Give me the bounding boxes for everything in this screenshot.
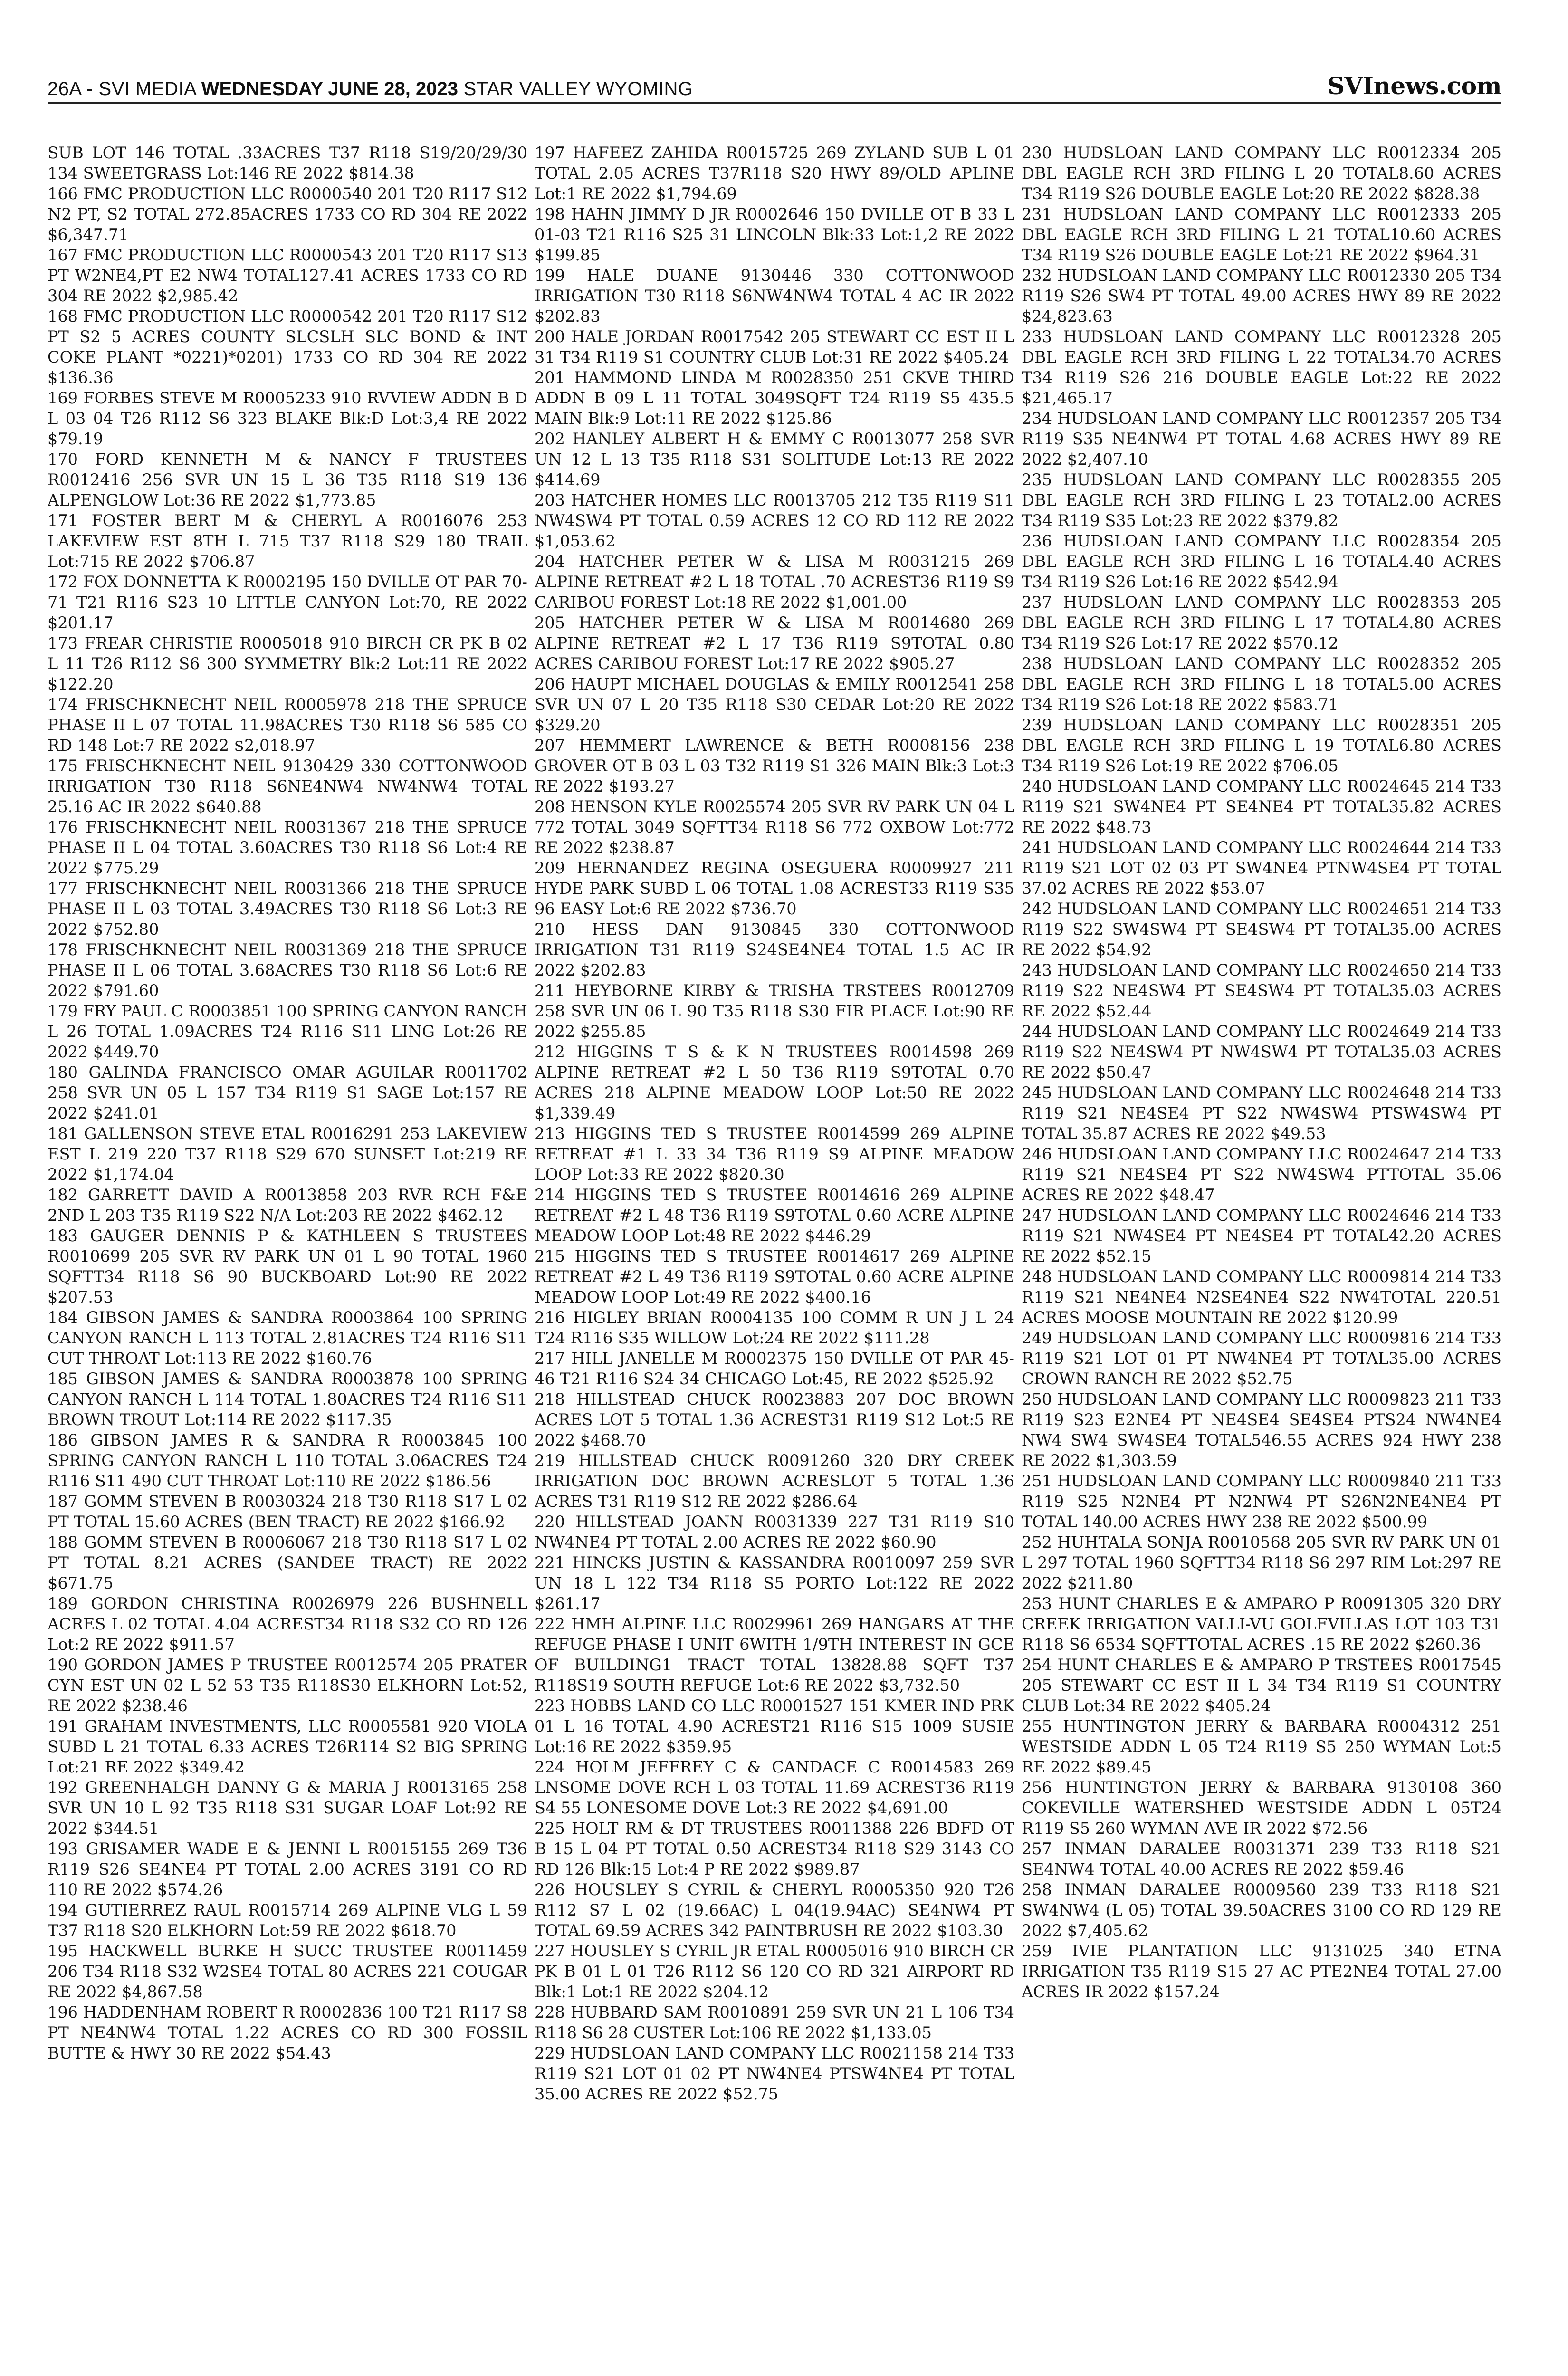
tax-listing-entry: 166 FMC PRODUCTION LLC R0000540 201 T20 R117 S12 N2 PT, S2 TOTAL 272.85ACRES 1733 CO RD 304 RE 2022 $6,347.71 [48,184,527,244]
tax-listing-entry: 229 HUDSLOAN LAND COMPANY LLC R0021158 214 T33 R119 S21 LOT 01 02 PT NW4NE4 PTSW4NE4 PT TOTAL 35.00 ACRES RE 2022 $52.75 [535,2044,1014,2103]
legal-notice-columns [48,143,1501,2376]
tax-listing-entry: 249 HUDSLOAN LAND COMPANY LLC R0009816 214 T33 R119 S21 LOT 01 PT NW4NE4 PT TOTAL35.00 ACRES CROWN RANCH RE 2022 $52.75 [1022,1329,1501,1388]
tax-listing-entry: 204 HATCHER PETER W & LISA M R0031215 269 ALPINE RETREAT #2 L 18 TOTAL .70 ACREST36 R119 S9 CARIBOU FOREST Lot:18 RE 2022 $1,001.00 [535,552,1014,612]
tax-listing-entry: 254 HUNT CHARLES E & AMPARO P TRSTEES R0017545 205 STEWART CC EST II L 34 T34 R119 S1 COUNTRY CLUB Lot:34 RE 2022 $405.24 [1022,1656,1501,1715]
tax-listing-entry: 220 HILLSTEAD JOANN R0031339 227 T31 R119 S10 NW4NE4 PT TOTAL 2.00 ACRES RE 2022 $60.90 [535,1513,1014,1552]
tax-listing-entry: 240 HUDSLOAN LAND COMPANY LLC R0024645 214 T33 R119 S21 SW4NE4 PT SE4NE4 PT TOTAL35.82 ACRES RE 2022 $48.73 [1022,777,1501,836]
tax-listing-entry: 201 HAMMOND LINDA M R0028350 251 CKVE THIRD ADDN B 09 L 11 TOTAL 3049SQFT T24 R119 S5 435.5 MAIN Blk:9 Lot:11 RE 2022 $125.86 [535,368,1014,428]
tax-listing-entry: 257 INMAN DARALEE R0031371 239 T33 R118 S21 SE4NW4 TOTAL 40.00 ACRES RE 2022 $59.46 [1022,1839,1501,1878]
tax-listing-entry: 221 HINCKS JUSTIN & KASSANDRA R0010097 259 SVR UN 18 L 122 T34 R118 S5 PORTO Lot:122 RE 2022 $261.17 [535,1553,1014,1613]
tax-listing-entry: 216 HIGLEY BRIAN R0004135 100 COMM R UN J L 24 T24 R116 S35 WILLOW Lot:24 RE 2022 $111.28 [535,1308,1014,1347]
tax-listing-entry: 187 GOMM STEVEN B R0030324 218 T30 R118 S17 L 02 PT TOTAL 15.60 ACRES (BEN TRACT) RE 2022 $166.92 [48,1492,527,1531]
tax-listing-entry: 169 FORBES STEVE M R0005233 910 RVVIEW ADDN B D L 03 04 T26 R112 S6 323 BLAKE Blk:D Lot:3,4 RE 2022 $79.19 [48,389,527,448]
tax-listing-entry: 186 GIBSON JAMES R & SANDRA R R0003845 100 SPRING CANYON RANCH L 110 TOTAL 3.06ACRES T24 R116 S11 490 CUT THROAT Lot:110 RE 2022 $186.56 [48,1431,527,1490]
tax-listing-entry: 193 GRISAMER WADE E & JENNI L R0015155 269 T36 R119 S26 SE4NE4 PT TOTAL 2.00 ACRES 3191 CO RD 110 RE 2022 $574.26 [48,1839,527,1899]
tax-listing-entry: 248 HUDSLOAN LAND COMPANY LLC R0009814 214 T33 R119 S21 NE4NE4 N2SE4NE4 S22 NW4TOTAL 220.51 ACRES MOOSE MOUNTAIN RE 2022 $120.99 [1022,1267,1501,1327]
tax-listing-entry: 253 HUNT CHARLES E & AMPARO P R0091305 320 DRY CREEK IRRIGATION VALLI-VU GOLFVILLAS LOT 103 T31 R118 S6 6534 SQFTTOTAL ACRES .15 RE 2022 $260.36 [1022,1594,1501,1654]
tax-listing-entry: 245 HUDSLOAN LAND COMPANY LLC R0024648 214 T33 R119 S21 NE4SE4 PT S22 NW4SW4 PTSW4SW4 PT TOTAL 35.87 ACRES RE 2022 $49.53 [1022,1083,1501,1143]
tax-listing-entry: 209 HERNANDEZ REGINA OSEGUERA R0009927 211 HYDE PARK SUBD L 06 TOTAL 1.08 ACREST33 R119 S35 96 EASY Lot:6 RE 2022 $736.70 [535,859,1014,918]
tax-listing-entry: 252 HUHTALA SONJA R0010568 205 SVR RV PARK UN 01 L 297 TOTAL 1960 SQFTT34 R118 S6 297 RIM Lot:297 RE 2022 $211.80 [1022,1533,1501,1592]
tax-listing-entry: 217 HILL JANELLE M R0002375 150 DVILLE OT PAR 45-46 T21 R116 S24 34 CHICAGO Lot:45, RE 2022 $525.92 [535,1349,1014,1388]
tax-listing-entry: 230 HUDSLOAN LAND COMPANY LLC R0012334 205 DBL EAGLE RCH 3RD FILING L 20 TOTAL8.60 ACRES T34 R119 S26 DOUBLE EAGLE Lot:20 RE 2022 $828.38 [1022,144,1501,203]
tax-listing-entry: 206 HAUPT MICHAEL DOUGLAS & EMILY R0012541 258 SVR UN 07 L 20 T35 R118 S30 CEDAR Lot:20 RE 2022 $329.20 [535,675,1014,734]
tax-listing-entry: 170 FORD KENNETH M & NANCY F TRUSTEES R0012416 256 SVR UN 15 L 36 T35 R118 S19 136 ALPENGLOW Lot:36 RE 2022 $1,773.85 [48,450,527,509]
tax-listing-entry: 259 IVIE PLANTATION LLC 9131025 340 ETNA IRRIGATION T35 R119 S15 27 AC PTE2NE4 TOTAL 27.00 ACRES IR 2022 $157.24 [1022,1942,1501,2001]
tax-listing-entry: 178 FRISCHKNECHT NEIL R0031369 218 THE SPRUCE PHASE II L 06 TOTAL 3.68ACRES T30 R118 S6 Lot:6 RE 2022 $791.60 [48,940,527,1000]
tax-listing-entry: 177 FRISCHKNECHT NEIL R0031366 218 THE SPRUCE PHASE II L 03 TOTAL 3.49ACRES T30 R118 S6 Lot:3 RE 2022 $752.80 [48,879,527,939]
tax-listing-entry: 208 HENSON KYLE R0025574 205 SVR RV PARK UN 04 L 772 TOTAL 3049 SQFTT34 R118 S6 772 OXBOW Lot:772 RE 2022 $238.87 [535,797,1014,857]
tax-listing-entry: 194 GUTIERREZ RAUL R0015714 269 ALPINE VLG L 59 T37 R118 S20 ELKHORN Lot:59 RE 2022 $618.70 [48,1901,527,1940]
tax-listing-entry: 192 GREENHALGH DANNY G & MARIA J R0013165 258 SVR UN 10 L 92 T35 R118 S31 SUGAR LOAF Lot:92 RE 2022 $344.51 [48,1778,527,1838]
tax-listing-entry: 235 HUDSLOAN LAND COMPANY LLC R0028355 205 DBL EAGLE RCH 3RD FILING L 23 TOTAL2.00 ACRES T34 R119 S35 Lot:23 RE 2022 $379.82 [1022,470,1501,530]
tax-listing-entry: 225 HOLT RM & DT TRUSTEES R0011388 226 BDFD OT B 15 L 04 PT TOTAL 0.50 ACREST34 R118 S29 3143 CO RD 126 Blk:15 Lot:4 P RE 2022 $989.87 [535,1819,1014,1878]
tax-listing-entry: 228 HUBBARD SAM R0010891 259 SVR UN 21 L 106 T34 R118 S6 28 CUSTER Lot:106 RE 2022 $1,133.05 [535,2003,1014,2042]
tax-listing-entry: 171 FOSTER BERT M & CHERYL A R0016076 253 LAKEVIEW EST 8TH L 715 T37 R118 S29 180 TRAIL Lot:715 RE 2022 $706.87 [48,511,527,571]
tax-listing-entry: 197 HAFEEZ ZAHIDA R0015725 269 ZYLAND SUB L 01 TOTAL 2.05 ACRES T37R118 S20 HWY 89/OLD APLINE Lot:1 RE 2022 $1,794.69 [535,144,1014,203]
tax-listing-entry: 174 FRISCHKNECHT NEIL R0005978 218 THE SPRUCE PHASE II L 07 TOTAL 11.98ACRES T30 R118 S6 585 CO RD 148 Lot:7 RE 2022 $2,018.97 [48,695,527,755]
tax-listing-entry: 199 HALE DUANE 9130446 330 COTTONWOOD IRRIGATION T30 R118 S6NW4NW4 TOTAL 4 AC IR 2022 $202.83 [535,266,1014,326]
tax-listing-entry: 205 HATCHER PETER W & LISA M R0014680 269 ALPINE RETREAT #2 L 17 T36 R119 S9TOTAL 0.80 ACRES CARIBOU FOREST Lot:17 RE 2022 $905.27 [535,613,1014,673]
column-2 [535,143,1014,2376]
tax-listing-entry: 215 HIGGINS TED S TRUSTEE R0014617 269 ALPINE RETREAT #2 L 49 T36 R119 S9TOTAL 0.60 ACRE ALPINE MEADOW LOOP Lot:49 RE 2022 $400.16 [535,1247,1014,1306]
tax-listing-entry: 242 HUDSLOAN LAND COMPANY LLC R0024651 214 T33 R119 S22 SW4SW4 PT SE4SW4 PT TOTAL35.00 ACRES RE 2022 $54.92 [1022,900,1501,959]
tax-listing-entry: 238 HUDSLOAN LAND COMPANY LLC R0028352 205 DBL EAGLE RCH 3RD FILING L 18 TOTAL5.00 ACRES T34 R119 S26 Lot:18 RE 2022 $583.71 [1022,654,1501,714]
tax-listing-entry: 214 HIGGINS TED S TRUSTEE R0014616 269 ALPINE RETREAT #2 L 48 T36 R119 S9TOTAL 0.60 ACRE ALPINE MEADOW LOOP Lot:48 RE 2022 $446.29 [535,1186,1014,1245]
tax-listing-entry: 167 FMC PRODUCTION LLC R0000543 201 T20 R117 S13 PT W2NE4,PT E2 NW4 TOTAL127.41 ACRES 1733 CO RD 304 RE 2022 $2,985.42 [48,246,527,305]
tax-listing-entry: 168 FMC PRODUCTION LLC R0000542 201 T20 R117 S12 PT S2 5 ACRES COUNTY SLCSLH SLC BOND & INT COKE PLANT *0221)*0201) 1733 CO RD 304 RE 2022 $136.36 [48,307,527,387]
tax-listing-entry: 182 GARRETT DAVID A R0013858 203 RVR RCH F&E 2ND L 203 T35 R119 S22 N/A Lot:203 RE 2022 $462.12 [48,1186,527,1225]
tax-listing-entry: 251 HUDSLOAN LAND COMPANY LLC R0009840 211 T33 R119 S25 N2NE4 PT N2NW4 PT S26N2NE4NE4 PT TOTAL 140.00 ACRES HWY 238 RE 2022 $500.99 [1022,1472,1501,1531]
tax-listing-entry: 190 GORDON JAMES P TRUSTEE R0012574 205 PRATER CYN EST UN 02 L 52 53 T35 R118S30 ELKHORN Lot:52, RE 2022 $238.46 [48,1656,527,1715]
tax-listing-entry: 255 HUNTINGTON JERRY & BARBARA R0004312 251 WESTSIDE ADDN L 05 T24 R119 S5 250 WYMAN Lot:5 RE 2022 $89.45 [1022,1717,1501,1776]
tax-listing-entry: 222 HMH ALPINE LLC R0029961 269 HANGARS AT THE REFUGE PHASE I UNIT 6WITH 1/9TH INTEREST IN GCE OF BUILDING1 TRACT TOTAL 13828.88 SQFT T37 R118S19 SOUTH REFUGE Lot:6 RE 2022 $3,732.50 [535,1615,1014,1695]
tax-listing-entry: 243 HUDSLOAN LAND COMPANY LLC R0024650 214 T33 R119 S22 NE4SW4 PT SE4SW4 PT TOTAL35.03 ACRES RE 2022 $52.44 [1022,961,1501,1020]
tax-listing-entry: 175 FRISCHKNECHT NEIL 9130429 330 COTTONWOOD IRRIGATION T30 R118 S6NE4NW4 NW4NW4 TOTAL 25.16 AC IR 2022 $640.88 [48,757,527,816]
tax-listing-entry: 189 GORDON CHRISTINA R0026979 226 BUSHNELL ACRES L 02 TOTAL 4.04 ACREST34 R118 S32 CO RD 126 Lot:2 RE 2022 $911.57 [48,1594,527,1654]
tax-listing-entry: 202 HANLEY ALBERT H & EMMY C R0013077 258 SVR UN 12 L 13 T35 R118 S31 SOLITUDE Lot:13 RE 2022 $414.69 [535,430,1014,489]
tax-listing-entry: 237 HUDSLOAN LAND COMPANY LLC R0028353 205 DBL EAGLE RCH 3RD FILING L 17 TOTAL4.80 ACRES T34 R119 S26 Lot:17 RE 2022 $570.12 [1022,593,1501,652]
issue-date: WEDNESDAY JUNE 28, 2023 [201,78,458,99]
tax-listing-entry: 231 HUDSLOAN LAND COMPANY LLC R0012333 205 DBL EAGLE RCH 3RD FILING L 21 TOTAL10.60 ACRES T34 R119 S26 DOUBLE EAGLE Lot:21 RE 2022 $964.31 [1022,205,1501,264]
tax-listing-entry: 181 GALLENSON STEVE ETAL R0016291 253 LAKEVIEW EST L 219 220 T37 R118 S29 670 SUNSET Lot:219 RE 2022 $1,174.04 [48,1124,527,1184]
location: STAR VALLEY WYOMING [458,78,693,99]
tax-listing-entry: 188 GOMM STEVEN B R0006067 218 T30 R118 S17 L 02 PT TOTAL 8.21 ACRES (SANDEE TRACT) RE 2022 $671.75 [48,1533,527,1592]
tax-listing-entry: 213 HIGGINS TED S TRUSTEE R0014599 269 ALPINE RETREAT #1 L 33 34 T36 R119 S9 ALPINE MEADOW LOOP Lot:33 RE 2022 $820.30 [535,1124,1014,1184]
tax-listing-entry: 246 HUDSLOAN LAND COMPANY LLC R0024647 214 T33 R119 S21 NE4SE4 PT S22 NW4SW4 PTTOTAL 35.06 ACRES RE 2022 $48.47 [1022,1145,1501,1204]
tax-listing-entry: 176 FRISCHKNECHT NEIL R0031367 218 THE SPRUCE PHASE II L 04 TOTAL 3.60ACRES T30 R118 S6 Lot:4 RE 2022 $775.29 [48,818,527,877]
column-1 [48,143,527,2376]
header-rule [48,102,1501,104]
tax-listing-entry: 232 HUDSLOAN LAND COMPANY LLC R0012330 205 T34 R119 S26 SW4 PT TOTAL 49.00 ACRES HWY 89 RE 2022 $24,823.63 [1022,266,1501,326]
tax-listing-entry: 210 HESS DAN 9130845 330 COTTONWOOD IRRIGATION T31 R119 S24SE4NE4 TOTAL 1.5 AC IR 2022 $202.83 [535,920,1014,979]
tax-listing-entry: 200 HALE JORDAN R0017542 205 STEWART CC EST II L 31 T34 R119 S1 COUNTRY CLUB Lot:31 RE 2022 $405.24 [535,327,1014,366]
page-header [48,67,1501,100]
tax-listing-entry: 198 HAHN JIMMY D JR R0002646 150 DVILLE OT B 33 L 01-03 T21 R116 S25 31 LINCOLN Blk:33 Lot:1,2 RE 2022 $199.85 [535,205,1014,264]
tax-listing-entry: 183 GAUGER DENNIS P & KATHLEEN S TRUSTEES R0010699 205 SVR RV PARK UN 01 L 90 TOTAL 1960 SQFTT34 R118 S6 90 BUCKBOARD Lot:90 RE 2022 $207.53 [48,1226,527,1306]
page-label: 26A - SVI MEDIA [48,78,201,99]
tax-listing-entry: 239 HUDSLOAN LAND COMPANY LLC R0028351 205 DBL EAGLE RCH 3RD FILING L 19 TOTAL6.80 ACRES T34 R119 S26 Lot:19 RE 2022 $706.05 [1022,716,1501,775]
header-dateline [48,78,693,100]
tax-listing-entry: 256 HUNTINGTON JERRY & BARBARA 9130108 360 COKEVILLE WATERSHED WESTSIDE ADDN L 05T24 R119 S5 260 WYMAN AVE IR 2022 $72.56 [1022,1778,1501,1838]
tax-listing-entry: 207 HEMMERT LAWRENCE & BETH R0008156 238 GROVER OT B 03 L 03 T32 R119 S1 326 MAIN Blk:3 Lot:3 RE 2022 $193.27 [535,736,1014,795]
tax-listing-entry: 224 HOLM JEFFREY C & CANDACE C R0014583 269 LNSOME DOVE RCH L 03 TOTAL 11.69 ACREST36 R119 S4 55 LONESOME DOVE Lot:3 RE 2022 $4,691.00 [535,1758,1014,1817]
tax-listing-entry: 219 HILLSTEAD CHUCK R0091260 320 DRY CREEK IRRIGATION DOC BROWN ACRESLOT 5 TOTAL 1.36 ACRES T31 R119 S12 RE 2022 $286.64 [535,1451,1014,1511]
tax-listing-entry: 185 GIBSON JAMES & SANDRA R0003878 100 SPRING CANYON RANCH L 114 TOTAL 1.80ACRES T24 R116 S11 BROWN TROUT Lot:114 RE 2022 $117.35 [48,1370,527,1429]
tax-listing-entry: 180 GALINDA FRANCISCO OMAR AGUILAR R0011702 258 SVR UN 05 L 157 T34 R119 S1 SAGE Lot:157 RE 2022 $241.01 [48,1063,527,1122]
tax-listing-entry: 236 HUDSLOAN LAND COMPANY LLC R0028354 205 DBL EAGLE RCH 3RD FILING L 16 TOTAL4.40 ACRES T34 R119 S26 Lot:16 RE 2022 $542.94 [1022,532,1501,591]
tax-listing-entry: 212 HIGGINS T S & K N TRUSTEES R0014598 269 ALPINE RETREAT #2 L 50 T36 R119 S9TOTAL 0.70 ACRES 218 ALPINE MEADOW LOOP Lot:50 RE 2022 $1,339.49 [535,1043,1014,1122]
tax-listing-entry: 244 HUDSLOAN LAND COMPANY LLC R0024649 214 T33 R119 S22 NE4SW4 PT NW4SW4 PT TOTAL35.03 ACRES RE 2022 $50.47 [1022,1022,1501,1082]
tax-listing-entry: 247 HUDSLOAN LAND COMPANY LLC R0024646 214 T33 R119 S21 NW4SE4 PT NE4SE4 PT TOTAL42.20 ACRES RE 2022 $52.15 [1022,1206,1501,1265]
tax-listing-entry: 172 FOX DONNETTA K R0002195 150 DVILLE OT PAR 70-71 T21 R116 S23 10 LITTLE CANYON Lot:70, RE 2022 $201.17 [48,573,527,632]
tax-listing-entry: 233 HUDSLOAN LAND COMPANY LLC R0012328 205 DBL EAGLE RCH 3RD FILING L 22 TOTAL34.70 ACRES T34 R119 S26 216 DOUBLE EAGLE Lot:22 RE 2022 $21,465.17 [1022,327,1501,407]
tax-listing-entry: 241 HUDSLOAN LAND COMPANY LLC R0024644 214 T33 R119 S21 LOT 02 03 PT SW4NE4 PTNW4SE4 PT TOTAL 37.02 ACRES RE 2022 $53.07 [1022,838,1501,898]
tax-listing-entry: 211 HEYBORNE KIRBY & TRISHA TRSTEES R0012709 258 SVR UN 06 L 90 T35 R118 S30 FIR PLACE Lot:90 RE 2022 $255.85 [535,981,1014,1041]
tax-listing-entry: 203 HATCHER HOMES LLC R0013705 212 T35 R119 S11 NW4SW4 PT TOTAL 0.59 ACRES 12 CO RD 112 RE 2022 $1,053.62 [535,491,1014,550]
tax-listing-entry: 184 GIBSON JAMES & SANDRA R0003864 100 SPRING CANYON RANCH L 113 TOTAL 2.81ACRES T24 R116 S11 CUT THROAT Lot:113 RE 2022 $160.76 [48,1308,527,1368]
tax-listing-entry: 179 FRY PAUL C R0003851 100 SPRING CANYON RANCH L 26 TOTAL 1.09ACRES T24 R116 S11 LING Lot:26 RE 2022 $449.70 [48,1002,527,1061]
site-logo: SVInews.com [1327,72,1501,100]
tax-listing-entry: 218 HILLSTEAD CHUCK R0023883 207 DOC BROWN ACRES LOT 5 TOTAL 1.36 ACREST31 R119 S12 Lot:5 RE 2022 $468.70 [535,1390,1014,1449]
tax-listing-entry: 191 GRAHAM INVESTMENTS, LLC R0005581 920 VIOLA SUBD L 21 TOTAL 6.33 ACRES T26R114 S2 BIG SPRING Lot:21 RE 2022 $349.42 [48,1717,527,1776]
tax-listing-entry: 195 HACKWELL BURKE H SUCC TRUSTEE R0011459 206 T34 R118 S32 W2SE4 TOTAL 80 ACRES 221 COUGAR RE 2022 $4,867.58 [48,1942,527,2001]
tax-listing-entry: 258 INMAN DARALEE R0009560 239 T33 R118 S21 SW4NW4 (L 05) TOTAL 39.50ACRES 3100 CO RD 129 RE 2022 $7,405.62 [1022,1880,1501,1940]
tax-listing-entry: 226 HOUSLEY S CYRIL & CHERYL R0005350 920 T26 R112 S7 L 02 (19.66AC) L 04(19.94AC) SE4NW4 PT TOTAL 69.59 ACRES 342 PAINTBRUSH RE 2022 $103.30 [535,1880,1014,1940]
tax-listing-entry: 227 HOUSLEY S CYRIL JR ETAL R0005016 910 BIRCH CR PK B 01 L 01 T26 R112 S6 120 CO RD 321 AIRPORT RD Blk:1 Lot:1 RE 2022 $204.12 [535,1942,1014,2001]
tax-listing-entry: SUB LOT 146 TOTAL .33ACRES T37 R118 S19/20/29/30 134 SWEETGRASS Lot:146 RE 2022 $814.38 [48,144,527,182]
column-3 [1022,143,1501,2376]
tax-listing-entry: 173 FREAR CHRISTIE R0005018 910 BIRCH CR PK B 02 L 11 T26 R112 S6 300 SYMMETRY Blk:2 Lot:11 RE 2022 $122.20 [48,634,527,693]
tax-listing-entry: 223 HOBBS LAND CO LLC R0001527 151 KMER IND PRK 01 L 16 TOTAL 4.90 ACREST21 R116 S15 1009 SUSIE Lot:16 RE 2022 $359.95 [535,1696,1014,1756]
tax-listing-entry: 250 HUDSLOAN LAND COMPANY LLC R0009823 211 T33 R119 S23 E2NE4 PT NE4SE4 SE4SE4 PTS24 NW4NE4 NW4 SW4 SW4SE4 TOTAL546.55 ACRES 924 HWY 238 RE 2022 $1,303.59 [1022,1390,1501,1470]
tax-listing-entry: 196 HADDENHAM ROBERT R R0002836 100 T21 R117 S8 PT NE4NW4 TOTAL 1.22 ACRES CO RD 300 FOSSIL BUTTE & HWY 30 RE 2022 $54.43 [48,2003,527,2062]
tax-listing-entry: 234 HUDSLOAN LAND COMPANY LLC R0012357 205 T34 R119 S35 NE4NW4 PT TOTAL 4.68 ACRES HWY 89 RE 2022 $2,407.10 [1022,409,1501,469]
